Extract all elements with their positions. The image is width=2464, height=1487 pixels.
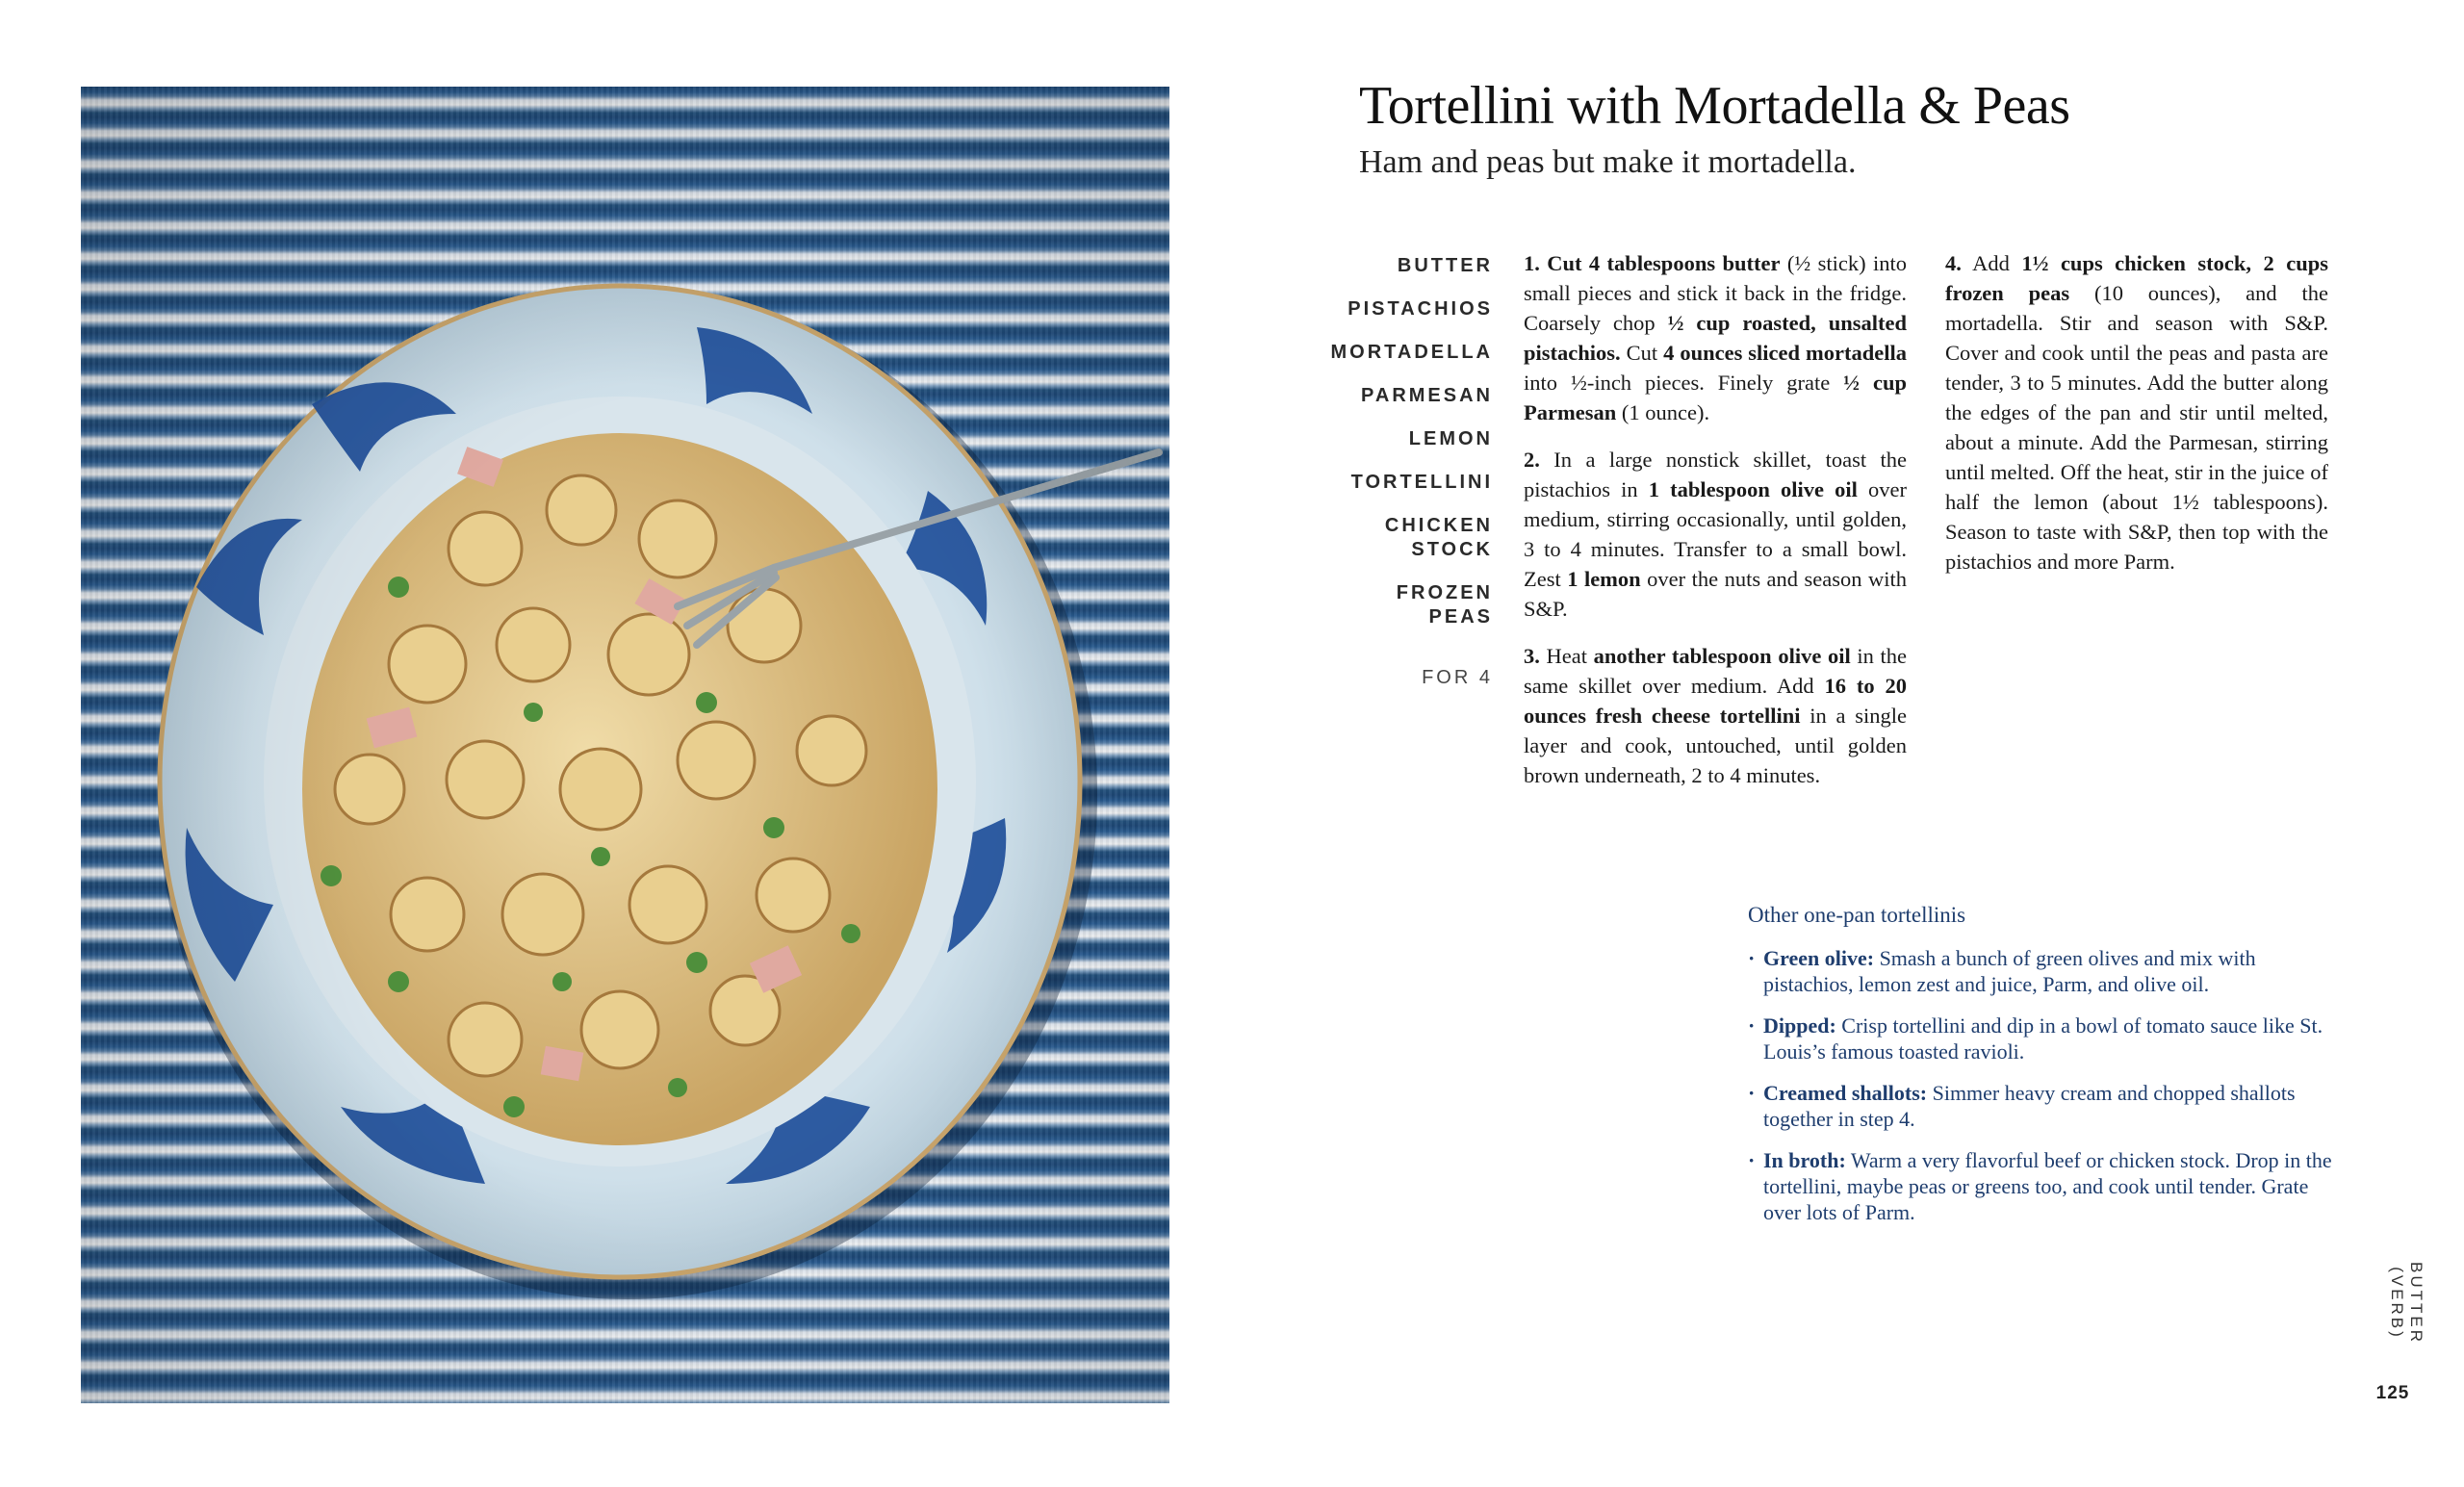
step-bold-text: 4 ounces sliced mortadella (1663, 341, 1907, 365)
step-text: Add (1961, 251, 2022, 275)
variation-name: Dipped: (1763, 1013, 1836, 1038)
step-bold-text: ½ cup Parmesan (1524, 371, 1908, 424)
step-text: (1 ounce). (1616, 400, 1710, 424)
variation-item (1748, 1080, 2335, 1132)
step-bold-text: another tablespoon olive oil (1593, 644, 1851, 668)
step-bold-text: 1½ cups chicken stock, 2 cups frozen peas (1945, 251, 2328, 305)
step-bold-text: 1. Cut (1524, 251, 1589, 275)
variation-name: In broth: (1763, 1148, 1846, 1172)
section-name: BUTTER (VERB) (2388, 1262, 2426, 1345)
variation-name: Green olive: (1763, 946, 1875, 970)
variation-item (1748, 1147, 2335, 1225)
step-text: (½ stick) into small pieces and stick it back in the fridge. Coarsely chop (1524, 251, 1907, 335)
ingredient-item: MORTADELLA (1330, 342, 1493, 363)
step-bold-text: ½ cup roasted, unsalted pistachios. (1524, 311, 1908, 365)
step-text: Heat (1539, 644, 1594, 668)
steps-column-1 (1524, 248, 1907, 808)
ingredient-item: PISTACHIOS (1348, 298, 1493, 320)
step-2 (1524, 445, 1907, 624)
step-text: over medium, stirring occasionally, until golden, 3 to 4 minutes. Transfer to a small bowl. Zest (1524, 477, 1907, 591)
sidebar-heading: Other one-pan tortellinis (1748, 903, 1966, 927)
step-3 (1524, 641, 1907, 790)
step-text: into ½-inch pieces. Finely grate (1524, 371, 1844, 395)
variation-text: Simmer heavy cream and chopped shallots together in step 4. (1763, 1081, 2296, 1131)
step-1 (1524, 248, 1907, 427)
ingredient-item: PARMESAN (1361, 385, 1493, 406)
steps-column-2 (1945, 248, 2328, 594)
variation-item (1748, 945, 2335, 997)
ingredient-list (1243, 254, 1493, 709)
step-text: in a single layer and cook, untouched, until golden brown underneath, 2 to 4 minutes. (1524, 704, 1908, 787)
step-bold-text: 1 lemon (1567, 567, 1641, 591)
step-text: In a large nonstick skillet, toast the pistachios in (1524, 448, 1907, 501)
ingredient-item: TORTELLINI (1350, 472, 1493, 493)
step-bold-text: 2. (1524, 448, 1540, 472)
recipe-title: Tortellini with Mortadella & Peas (1359, 76, 2070, 136)
step-bold-text: 4 tablespoons butter (1588, 251, 1781, 275)
variations-list (1748, 945, 2335, 1225)
recipe-subtitle: Ham and peas but make it mortadella. (1359, 144, 1857, 180)
variation-text: Crisp tortellini and dip in a bowl of tomato sauce like St. Louis’s famous toasted ravioli. (1763, 1013, 2323, 1064)
step-bold-text: 16 to 20 ounces fresh cheese tortellini (1524, 674, 1907, 728)
serves-count: FOR 4 (1422, 667, 1493, 688)
step-text: (10 ounces), and the mortadella. Stir and season with S&P. Cover and cook until the peas and pasta are tender, 3 to 5 minutes. Add the butter along the edges of the pan and stir until melted, about a minute. Add the Parmesan, stirring until melted. Off the heat, stir in the juice of half the lemon (about 1½ tablespoons). Season to taste with S&P, then top with the pistachios and more Parm. (1945, 281, 2328, 574)
step-text: in the same skillet over medium. Add (1524, 644, 1907, 698)
step-bold-text: 3. (1524, 644, 1540, 668)
ingredient-item: BUTTER (1397, 255, 1493, 276)
recipe-photo (81, 87, 1169, 1403)
step-text: Cut (1620, 341, 1664, 365)
step-4 (1945, 248, 2328, 577)
ingredient-item: FROZEN PEAS (1396, 582, 1493, 628)
variation-text: Smash a bunch of green olives and mix with pistachios, lemon zest and juice, Parm, and olive oil. (1763, 946, 2256, 996)
pasta-plate-illustration (81, 87, 1169, 1403)
ingredient-item: CHICKEN STOCK (1384, 515, 1493, 560)
variation-text: Warm a very flavorful beef or chicken stock. Drop in the tortellini, maybe peas or greens too, and cook until tender. Grate over lots of Parm. (1763, 1148, 2332, 1224)
step-bold-text: 4. (1945, 251, 1962, 275)
step-bold-text: 1 tablespoon olive oil (1648, 477, 1858, 501)
ingredient-item: LEMON (1408, 428, 1493, 449)
variation-item (1748, 1013, 2335, 1064)
step-text: over the nuts and season with S&P. (1524, 567, 1907, 621)
variations-sidebar (1748, 902, 2335, 1241)
page-number: 125 (2375, 1383, 2410, 1403)
variation-name: Creamed shallots: (1763, 1081, 1928, 1105)
running-header (2387, 1222, 2426, 1376)
